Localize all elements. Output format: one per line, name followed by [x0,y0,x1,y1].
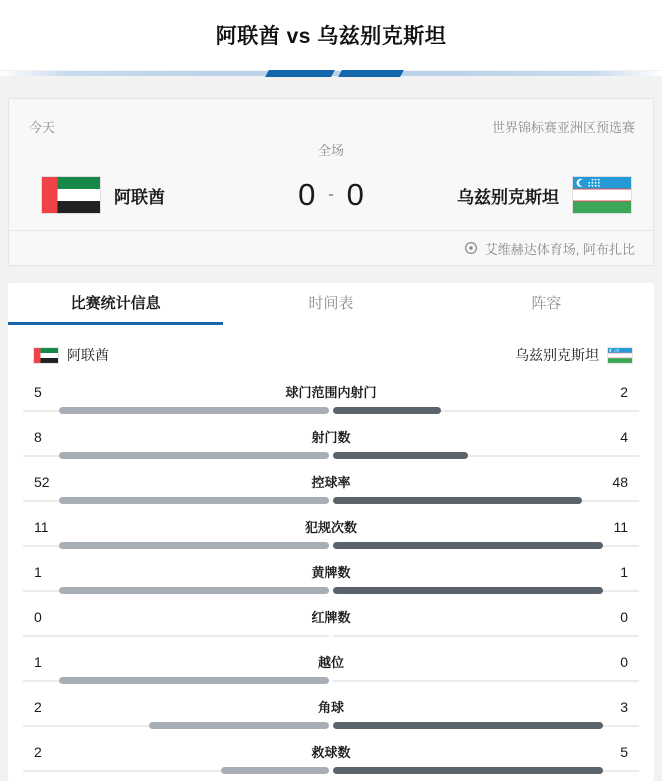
scoreboard-teams-row [9,167,653,223]
stat-bar [8,587,654,595]
match-date: 今天 [29,120,56,135]
stat-bar-track [333,680,639,682]
stat-label: 犯规次数 [304,520,357,535]
stat-away-value: 11 [613,518,628,535]
stat-row [8,418,654,463]
stat-bar [8,452,654,460]
stat-home-value: 2 [34,743,42,760]
tab-label: 阵容 [531,295,562,312]
stats-team-header [8,325,654,365]
stat-bar-home-fill [59,452,329,459]
scoreboard-meta-row [9,99,653,136]
stat-bar-away-fill [333,542,603,549]
stat-bar [8,767,654,775]
home-score: 0 [298,177,316,212]
tournament-name: 世界锦标赛亚洲区预选赛 [491,120,635,135]
stat-bar [8,407,654,415]
stats-home-team [34,345,109,365]
divider-accent-segment [265,70,335,77]
stat-row [8,463,654,508]
venue-name: 艾维赫达体育场, 阿布扎比 [484,241,635,257]
stat-away-value: 48 [612,473,628,490]
stat-bar [8,677,654,685]
stat-bar-home-fill [59,542,329,549]
stat-away-value: 3 [620,698,628,715]
stat-home-value: 8 [34,428,42,445]
stat-bar-away-fill [333,452,468,459]
home-team-name: 阿联酋 [114,187,165,207]
stats-away-team [515,345,632,365]
stats-card [8,283,654,781]
stat-bar [8,632,654,640]
stat-home-value: 1 [34,653,42,670]
stat-bar-away-fill [333,497,582,504]
stat-away-value: 1 [620,563,628,580]
stat-label: 球门范围内射门 [285,385,377,400]
stat-bar-track [23,635,329,637]
stat-bar-home-fill [221,767,329,774]
stat-rows [8,373,654,778]
stat-row [8,643,654,688]
decorative-divider [0,70,662,77]
page-header [0,0,662,70]
stat-bar [8,722,654,730]
stat-bar-away-fill [333,587,603,594]
stat-home-value: 0 [34,608,42,625]
stat-label: 黄牌数 [311,565,351,580]
stat-bar-home-fill [59,677,329,684]
location-icon [464,241,478,255]
tab-label: 比赛统计信息 [70,295,161,312]
away-score: 0 [346,177,364,212]
stat-bar-home-fill [59,587,329,594]
stat-label: 越位 [317,655,344,670]
page-title: 阿联酋 vs 乌兹别克斯坦 [215,25,447,48]
stat-bar [8,497,654,505]
stat-row [8,733,654,778]
stat-home-value: 5 [34,383,42,400]
stat-label: 控球率 [311,475,351,490]
stat-label: 射门数 [311,430,351,445]
stat-row [8,553,654,598]
stat-away-value: 5 [620,743,628,760]
venue-row [9,230,653,265]
stat-away-value: 4 [620,428,628,445]
tab-lineup[interactable] [439,283,654,325]
divider-accent-segment [338,70,404,77]
uzbekistan-flag-icon [608,348,632,363]
stat-home-value: 52 [34,473,50,490]
stat-bar-away-fill [333,407,441,414]
stat-away-value: 2 [620,383,628,400]
stat-bar-away-fill [333,767,603,774]
tab-timeline[interactable] [223,283,438,325]
match-period: 全场 [317,143,344,158]
stat-row [8,598,654,643]
stat-bar-away-fill [333,722,603,729]
score-display [9,167,653,223]
stat-away-value: 0 [620,653,628,670]
tab-label: 时间表 [308,295,354,312]
away-team-name: 乌兹别克斯坦 [457,187,559,207]
stat-label: 角球 [317,700,344,715]
stat-bar-track [333,635,639,637]
stat-home-value: 1 [34,563,42,580]
stat-bar-home-fill [59,497,329,504]
stat-row [8,508,654,553]
stats-away-team-name: 乌兹别克斯坦 [515,347,599,363]
stats-home-team-name: 阿联酋 [67,347,109,363]
stat-home-value: 2 [34,698,42,715]
scoreboard-card [8,98,654,266]
stat-away-value: 0 [620,608,628,625]
stat-row [8,688,654,733]
uae-flag-icon [34,348,58,363]
stat-home-value: 11 [34,518,49,535]
stat-bar-home-fill [149,722,329,729]
stat-bar-home-fill [59,407,329,414]
stat-bar [8,542,654,550]
tabs [8,283,654,325]
tab-stats[interactable] [8,283,223,325]
stat-row [8,373,654,418]
stat-label: 救球数 [311,745,351,760]
stat-label: 红牌数 [311,610,351,625]
score-separator: - [328,186,334,203]
